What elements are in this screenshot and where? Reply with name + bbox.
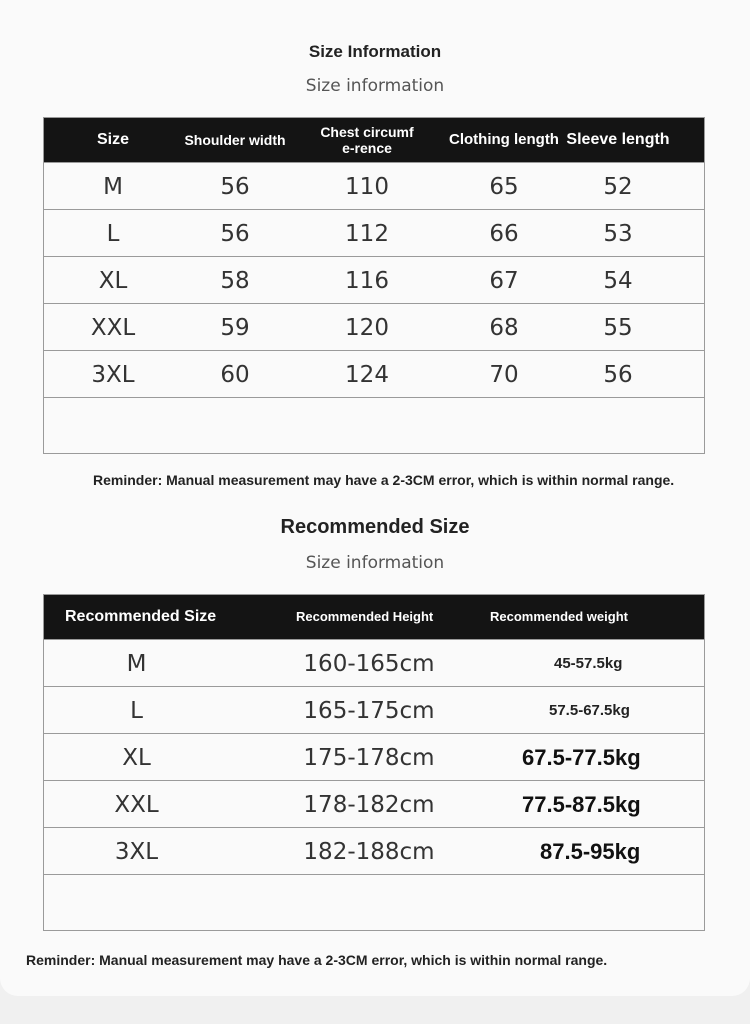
chest-cell: 120 [345, 314, 389, 341]
shoulder-cell: 60 [220, 361, 250, 388]
length-cell: 68 [489, 314, 519, 341]
empty-row [44, 874, 704, 930]
table-row [44, 780, 704, 827]
table-row [44, 162, 704, 209]
size-cell: 3XL [91, 361, 135, 388]
size-information-title: Size Information [308, 42, 442, 61]
header-recommended-height: Recommended Height [296, 608, 434, 624]
size-cell: 3XL [114, 838, 159, 865]
size-reminder-note: Reminder: Manual measurement may have a 2-3CM error, which is within normal range. [93, 472, 675, 488]
weight-cell: 67.5-77.5kg [522, 744, 641, 770]
header-sleeve-length: Sleeve length [566, 130, 670, 148]
size-cell: XL [98, 267, 128, 294]
chest-cell: 110 [345, 173, 389, 200]
size-cell: L [106, 220, 120, 247]
sleeve-cell: 55 [603, 314, 633, 341]
height-cell: 178-182cm [303, 791, 435, 818]
weight-cell: 57.5-67.5kg [549, 702, 630, 719]
size-cell: XL [122, 744, 151, 771]
header-shoulder-width: Shoulder width [184, 131, 286, 148]
weight-cell: 87.5-95kg [540, 838, 641, 864]
height-cell: 182-188cm [303, 838, 435, 865]
length-cell: 65 [489, 173, 519, 200]
height-cell: 175-178cm [303, 744, 435, 771]
recommended-table [43, 594, 705, 931]
header-recommended-weight: Recommended weight [490, 608, 628, 624]
recommended-table-header [44, 595, 704, 639]
recommended-size-subtitle: Size information [305, 553, 445, 573]
table-row [44, 303, 704, 350]
shoulder-cell: 59 [220, 314, 250, 341]
height-cell: 165-175cm [303, 697, 435, 724]
weight-cell: 77.5-87.5kg [522, 791, 641, 817]
height-cell: 160-165cm [303, 650, 435, 677]
sleeve-cell: 54 [603, 267, 633, 294]
sleeve-cell: 56 [603, 361, 633, 388]
header-recommended-size: Recommended Size [65, 607, 217, 625]
header-size: Size [96, 130, 129, 148]
table-row [44, 827, 704, 874]
size-table [43, 117, 705, 454]
length-cell: 70 [489, 361, 519, 388]
recommended-reminder-note: Reminder: Manual measurement may have a 2-3CM error, which is within normal range. [26, 952, 608, 968]
sleeve-cell: 53 [603, 220, 633, 247]
size-cell: XXL [114, 791, 159, 818]
recommended-size-title: Recommended Size [280, 516, 470, 538]
size-cell: M [103, 173, 123, 200]
table-row [44, 686, 704, 733]
header-chest-circumference: Chest circumfe-rence [320, 123, 414, 156]
size-cell: M [126, 650, 147, 677]
chest-cell: 112 [345, 220, 389, 247]
size-table-header [44, 118, 704, 162]
header-clothing-length: Clothing length [449, 131, 559, 149]
length-cell: 66 [489, 220, 519, 247]
shoulder-cell: 56 [220, 220, 250, 247]
shoulder-cell: 58 [220, 267, 250, 294]
table-row [44, 733, 704, 780]
table-row [44, 256, 704, 303]
table-row [44, 639, 704, 686]
chest-cell: 116 [345, 267, 389, 294]
size-cell: L [130, 697, 143, 724]
chest-cell: 124 [345, 361, 389, 388]
table-row [44, 350, 704, 397]
empty-row [44, 397, 704, 453]
weight-cell: 45-57.5kg [554, 655, 623, 672]
size-information-subtitle: Size information [305, 76, 445, 96]
sleeve-cell: 52 [603, 173, 633, 200]
shoulder-cell: 56 [220, 173, 250, 200]
table-row [44, 209, 704, 256]
size-cell: XXL [90, 314, 136, 341]
length-cell: 67 [489, 267, 519, 294]
